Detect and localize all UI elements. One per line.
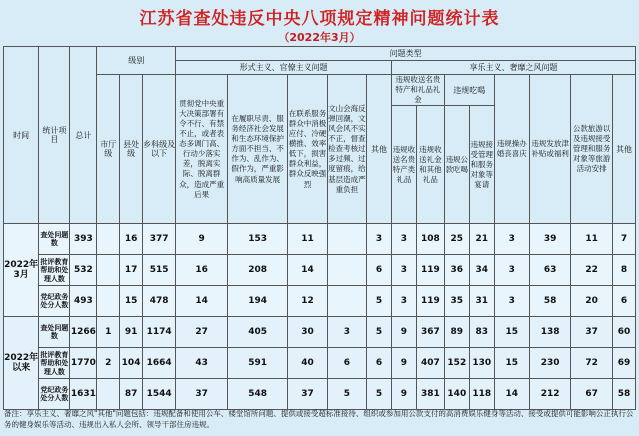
header-county-level: 县处级 (120, 75, 143, 224)
cell-f3: 12 (288, 286, 327, 317)
cell-h5: 67 (571, 379, 613, 410)
cell-county: 104 (120, 348, 143, 379)
page-title: 江苏省查处违反中央八项规定精神问题统计表 (139, 9, 500, 29)
cell-county: 91 (120, 317, 143, 348)
header-city-level: 市厅级 (97, 75, 120, 224)
header-hedonism: 享乐主义、奢靡之风问题 (391, 61, 635, 75)
cell-f2: 548 (228, 379, 288, 410)
cell-h2b: 34 (469, 255, 494, 286)
row-label: 查处问题数 (39, 317, 70, 348)
header-stat-item: 统计项目 (39, 47, 70, 224)
cell-f-other: 6 (367, 255, 392, 286)
cell-h-other: 69 (612, 348, 635, 379)
cell-f4 (327, 224, 366, 255)
cell-f1: 37 (176, 379, 228, 410)
table-row (4, 348, 636, 379)
cell-h3: 3 (494, 224, 529, 255)
cell-h1a: 3 (391, 286, 416, 317)
cell-h1a: 3 (391, 224, 416, 255)
cell-h2b: 83 (469, 317, 494, 348)
cell-f2: 405 (228, 317, 288, 348)
table-row (4, 224, 636, 255)
cell-f2: 194 (228, 286, 288, 317)
cell-h-other: 60 (612, 317, 635, 348)
cell-h4: 138 (529, 317, 571, 348)
cell-f3: 37 (288, 379, 327, 410)
cell-f3: 40 (288, 348, 327, 379)
header-formalism-2: 在履职尽责、服务经济社会发展和生态环境保护方面不担当、不作为、乱作为、假作为，严重影响高质量发展 (228, 75, 288, 224)
header-hedonism-travel: 公款旅游以及违规接受管理和服务对象等旅游活动安排 (571, 75, 613, 224)
header-problem-type: 问题类型 (176, 47, 636, 61)
cell-h2a: 36 (444, 255, 469, 286)
cell-h2a: 89 (444, 317, 469, 348)
cell-f1: 16 (176, 255, 228, 286)
cell-total: 1631 (70, 379, 97, 410)
cell-f4 (327, 255, 366, 286)
cell-h-other: 6 (612, 286, 635, 317)
cell-h5: 37 (571, 317, 613, 348)
cell-h1a: 3 (391, 255, 416, 286)
group-year (4, 317, 636, 410)
table-row (4, 286, 636, 317)
cell-h3: 15 (494, 348, 529, 379)
cell-total: 1770 (70, 348, 97, 379)
cell-f2: 153 (228, 224, 288, 255)
row-label: 批评教育帮助和处理人数 (39, 348, 70, 379)
cell-h3: 15 (494, 317, 529, 348)
cell-h2a: 140 (444, 379, 469, 410)
cell-total: 393 (70, 224, 97, 255)
cell-f1: 9 (176, 224, 228, 255)
header-hedonism-gifts-cash: 违规收送礼金和其他礼品 (416, 106, 444, 224)
cell-h4: 39 (529, 224, 571, 255)
table-row (4, 317, 636, 348)
cell-county: 15 (120, 286, 143, 317)
cell-total: 532 (70, 255, 97, 286)
page-subtitle: （2022年3月） (278, 31, 361, 44)
cell-h5: 20 (571, 286, 613, 317)
cell-h1b: 108 (416, 224, 444, 255)
cell-township: 1174 (142, 317, 175, 348)
cell-h5: 11 (571, 224, 613, 255)
cell-h2b: 21 (469, 224, 494, 255)
cell-city: 2 (97, 348, 120, 379)
cell-f-other: 6 (367, 348, 392, 379)
header-time: 时间 (4, 47, 39, 224)
cell-h1a: 9 (391, 348, 416, 379)
table-row (4, 379, 636, 410)
cell-h1a: 9 (391, 379, 416, 410)
cell-f2: 208 (228, 255, 288, 286)
cell-township: 478 (142, 286, 175, 317)
cell-f1: 14 (176, 286, 228, 317)
cell-h1b: 407 (416, 348, 444, 379)
cell-f1: 27 (176, 317, 228, 348)
cell-h2a: 25 (444, 224, 469, 255)
header-hedonism-gifts: 违规收送名贵特产和礼品礼金 (391, 75, 444, 106)
header-hedonism-dining-public: 违规公款吃喝 (444, 106, 469, 224)
header-township-level: 乡科级及以下 (142, 75, 175, 224)
cell-f-other: 5 (367, 379, 392, 410)
header-formalism: 形式主义、官僚主义问题 (176, 61, 392, 75)
header-hedonism-weddings: 违规操办婚丧喜庆 (494, 75, 529, 224)
cell-city: 1 (97, 317, 120, 348)
period-label: 2022年以来 (4, 317, 39, 410)
group-month (4, 224, 636, 317)
cell-city (97, 286, 120, 317)
cell-township: 1664 (142, 348, 175, 379)
header-formalism-other: 其他 (367, 75, 392, 224)
cell-total: 493 (70, 286, 97, 317)
cell-f3: 11 (288, 224, 327, 255)
cell-f2: 591 (228, 348, 288, 379)
header-hedonism-other: 其他 (612, 75, 635, 224)
cell-county: 87 (120, 379, 143, 410)
cell-h3: 3 (494, 255, 529, 286)
cell-h-other: 8 (612, 255, 635, 286)
cell-f-other: 5 (367, 286, 392, 317)
header-level: 级别 (97, 47, 176, 75)
cell-h1b: 119 (416, 286, 444, 317)
cell-h2a: 152 (444, 348, 469, 379)
cell-h3: 3 (494, 286, 529, 317)
header-total: 总计 (70, 47, 97, 224)
cell-f3: 14 (288, 255, 327, 286)
header-formalism-3: 在联系服务群众中消极应付、冷硬横推、效率低下，损害群众利益，群众反映强烈 (288, 75, 327, 224)
cell-f3: 30 (288, 317, 327, 348)
cell-township: 377 (142, 224, 175, 255)
cell-township: 1544 (142, 379, 175, 410)
row-label: 党纪政务处分人数 (39, 286, 70, 317)
cell-h2b: 31 (469, 286, 494, 317)
period-label: 2022年3月 (4, 224, 39, 317)
statistics-table (3, 46, 636, 410)
cell-total: 1266 (70, 317, 97, 348)
header-hedonism-allowances: 违规发放津补贴或福利 (529, 75, 571, 224)
cell-city (97, 224, 120, 255)
cell-h4: 230 (529, 348, 571, 379)
cell-h1b: 367 (416, 317, 444, 348)
cell-f-other: 5 (367, 317, 392, 348)
cell-h4: 58 (529, 286, 571, 317)
header-formalism-4: 文山会海反弹回潮，文风会风不实不正，督查检查考核过多过频、过度留痕，给基层造成严重负担 (327, 75, 366, 224)
cell-f4 (327, 286, 366, 317)
footnote: 备注：享乐主义、奢靡之风"其他"问题包括：违规配备和使用公车、楼堂馆所问题、提供或接受超标准接待、组织或参加用公款支付的高消费娱乐健身等活动、接受或提供可能影响公正执行公务的健身娱乐等活动、违规出入私人会所、领导干部住房违规。 (4, 409, 634, 429)
header-formalism-1: 贯彻党中央重大决策部署有令不行、有禁不止，或者表态多调门高、行动少落实差，脱离实际、脱离群众，造成严重后果 (176, 75, 228, 224)
cell-f4: 5 (327, 379, 366, 410)
cell-county: 17 (120, 255, 143, 286)
cell-h1b: 381 (416, 379, 444, 410)
cell-h-other: 58 (612, 379, 635, 410)
header-hedonism-dining: 违规吃喝 (444, 75, 494, 106)
cell-h1a: 9 (391, 317, 416, 348)
row-label: 党纪政务处分人数 (39, 379, 70, 410)
cell-city (97, 255, 120, 286)
table-row (4, 255, 636, 286)
cell-h4: 63 (529, 255, 571, 286)
cell-h3: 14 (494, 379, 529, 410)
row-label: 查处问题数 (39, 224, 70, 255)
cell-county: 16 (120, 224, 143, 255)
cell-township: 515 (142, 255, 175, 286)
cell-h5: 72 (571, 348, 613, 379)
header-hedonism-gifts-special: 违规收送名贵特产类礼品 (391, 106, 416, 224)
cell-f4: 6 (327, 348, 366, 379)
cell-h1b: 119 (416, 255, 444, 286)
cell-f1: 43 (176, 348, 228, 379)
cell-city (97, 379, 120, 410)
row-label: 批评教育帮助和处理人数 (39, 255, 70, 286)
cell-h-other: 7 (612, 224, 635, 255)
cell-f4: 3 (327, 317, 366, 348)
cell-h2a: 35 (444, 286, 469, 317)
cell-h2b: 130 (469, 348, 494, 379)
cell-f-other: 3 (367, 224, 392, 255)
header-hedonism-dining-banquet: 违规接受管理和服务对象等宴请 (469, 106, 494, 224)
cell-h2b: 118 (469, 379, 494, 410)
cell-h5: 22 (571, 255, 613, 286)
cell-h4: 212 (529, 379, 571, 410)
